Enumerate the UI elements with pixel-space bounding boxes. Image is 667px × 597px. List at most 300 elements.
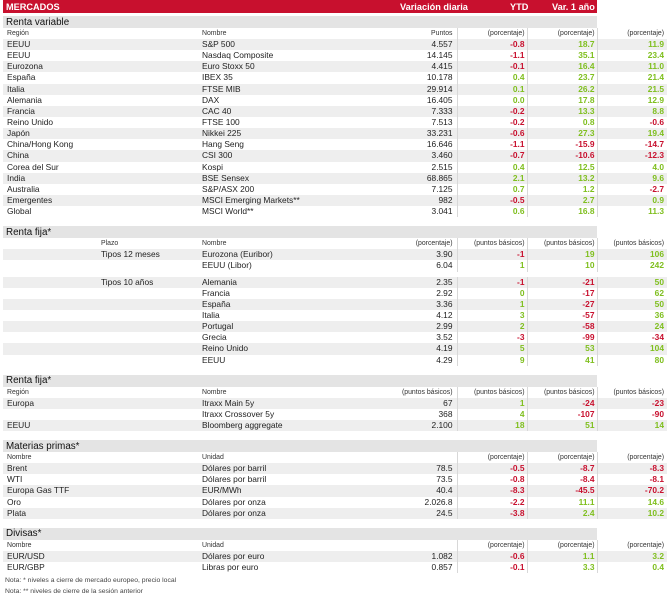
row-value: 1.082 (342, 551, 457, 562)
row-ytd: 18.7 (527, 39, 597, 50)
row-ytd: -8.4 (527, 474, 597, 485)
table-row (3, 485, 667, 496)
row-term (101, 117, 202, 128)
table-row (3, 39, 667, 50)
section-title: Materias primas* (3, 440, 597, 452)
row-ytd: -15.9 (527, 139, 597, 150)
row-region: Oro (7, 496, 21, 507)
row-year-change: 50 (597, 277, 667, 288)
table-row (3, 409, 667, 420)
column-header: Unidad (202, 541, 224, 549)
row-year-change: -14.7 (597, 139, 667, 150)
row-value: 2.99 (342, 321, 457, 332)
column-header-row (3, 238, 667, 249)
row-name: Kospi (202, 161, 223, 172)
row-name: S&P 500 (202, 39, 342, 50)
row-term (101, 508, 202, 519)
row-daily-change: -3.8 (457, 508, 527, 519)
table-row (3, 299, 667, 310)
row-region (3, 321, 101, 332)
row-ytd: -57 (527, 310, 597, 321)
table-row (3, 184, 667, 195)
row-region: EEUU (7, 50, 31, 61)
row-daily-change: 0.4 (457, 72, 527, 83)
row-ytd: 41 (527, 355, 597, 366)
column-header: (porcentaje) (597, 540, 667, 551)
header-title: MERCADOS (6, 1, 60, 12)
column-header: (puntos básicos) (597, 387, 667, 398)
row-daily-change: 1 (457, 260, 527, 271)
column-header: Región (7, 30, 29, 37)
row-ytd: 51 (527, 420, 597, 431)
table-row (3, 260, 667, 271)
section-title: Divisas* (3, 528, 597, 540)
row-term (101, 321, 202, 332)
row-value: 3.52 (436, 332, 453, 343)
row-year-change: 10.2 (597, 508, 667, 519)
row-name: BSE Sensex (202, 173, 342, 184)
row-ytd: 19 (527, 249, 597, 260)
row-term (101, 562, 202, 573)
row-term (101, 463, 202, 474)
column-header: (porcentaje) (415, 240, 453, 248)
row-value: 3.041 (431, 206, 453, 217)
row-year-change: 36 (597, 310, 667, 321)
row-ytd: 11.1 (527, 497, 597, 508)
row-year-change: 80 (597, 355, 667, 366)
row-term (101, 61, 202, 72)
row-ytd: 0.8 (527, 117, 597, 128)
column-header: (porcentaje) (457, 540, 527, 551)
table-row (3, 173, 667, 184)
column-header: Nombre (7, 454, 32, 462)
row-value: 7.125 (431, 183, 453, 194)
column-header: Nombre (202, 240, 227, 248)
row-term (101, 474, 202, 485)
row-value: 40.4 (342, 485, 457, 496)
row-region (3, 249, 101, 260)
section-table (3, 238, 667, 365)
row-ytd: -10.6 (527, 150, 597, 161)
table-row (3, 562, 667, 573)
row-name: Nasdaq Composite (202, 50, 274, 61)
footnotes (3, 575, 597, 597)
row-name: Itraxx Crossover 5y (202, 408, 275, 419)
row-daily-change: -0.8 (457, 474, 527, 485)
row-region: Corea del Sur (7, 161, 59, 172)
row-daily-change: 1 (457, 398, 527, 409)
footnote-2: Nota: ** niveles de cierre de la sesión anterior (5, 588, 143, 596)
row-year-change: 104 (597, 343, 667, 354)
row-daily-change: 0.1 (457, 84, 527, 95)
row-name: EUR/MWh (202, 485, 342, 496)
row-daily-change: 0.6 (457, 206, 527, 217)
row-region: Australia (7, 183, 40, 194)
row-name: DAX (202, 94, 220, 105)
table-row (3, 420, 667, 431)
row-daily-change: 0.4 (457, 162, 527, 173)
table-row (3, 72, 667, 83)
row-value: 982 (342, 195, 457, 206)
section-title: Renta fija* (3, 375, 597, 387)
row-year-change: 14.6 (597, 497, 667, 508)
row-daily-change: 0.0 (457, 95, 527, 106)
table-row (3, 139, 667, 150)
table-row (3, 497, 667, 508)
row-daily-change: -0.7 (457, 150, 527, 161)
row-year-change: 21.5 (597, 84, 667, 95)
row-value: 2.515 (431, 161, 453, 172)
row-value: 3.460 (342, 150, 457, 161)
row-term (101, 72, 202, 83)
row-value: 2.35 (342, 277, 457, 288)
section-table (3, 387, 667, 431)
row-region (3, 277, 101, 288)
row-value: 16.405 (426, 94, 453, 105)
table-row (3, 128, 667, 139)
row-region: Reino Unido (7, 117, 54, 128)
column-header: (puntos básicos) (457, 238, 527, 249)
row-name: Dólares por onza (202, 508, 342, 519)
row-region: Eurozona (3, 61, 101, 72)
row-daily-change: 1 (457, 299, 527, 310)
row-ytd: -58 (527, 321, 597, 332)
row-region: Italia (3, 84, 101, 95)
row-year-change: 50 (597, 299, 667, 310)
column-header-row (3, 28, 667, 39)
header-ytd: YTD (510, 1, 529, 12)
table-row (3, 95, 667, 106)
row-term (101, 39, 202, 50)
row-daily-change: -8.3 (457, 485, 527, 496)
row-daily-change: -0.2 (457, 117, 527, 128)
row-term (101, 195, 202, 206)
row-name: Libras por euro (202, 561, 259, 572)
row-year-change: 0.4 (597, 562, 667, 573)
row-name: Dólares por onza (202, 496, 266, 507)
row-region: India (3, 173, 101, 184)
table-row (3, 162, 667, 173)
table-row (3, 508, 667, 519)
row-ytd: 26.2 (527, 84, 597, 95)
column-header: (porcentaje) (527, 28, 597, 39)
column-header: (porcentaje) (527, 452, 597, 463)
table-row (3, 332, 667, 343)
row-value: 4.29 (436, 354, 453, 365)
section-table (3, 28, 667, 217)
row-ytd: 13.3 (527, 106, 597, 117)
row-year-change: 62 (597, 288, 667, 299)
row-name: Euro Stoxx 50 (202, 61, 342, 72)
row-region: Alemania (7, 94, 42, 105)
column-header: Nombre (202, 30, 227, 37)
table-row (3, 310, 667, 321)
markets-header (3, 0, 597, 13)
row-term (101, 84, 202, 95)
row-daily-change: -1.1 (457, 139, 527, 150)
table-row (3, 277, 667, 288)
row-region: EEUU (3, 39, 101, 50)
row-term (101, 398, 202, 409)
row-value: 33.231 (342, 128, 457, 139)
row-name: IBEX 35 (202, 72, 233, 83)
table-row (3, 288, 667, 299)
row-region: Global (7, 206, 32, 217)
row-region: Europa Gas TTF (3, 485, 101, 496)
row-region: EUR/USD (3, 551, 101, 562)
row-year-change: 14 (597, 420, 667, 431)
column-header: (puntos básicos) (401, 388, 453, 396)
row-year-change: 106 (597, 249, 667, 260)
row-term (101, 299, 202, 310)
row-daily-change: 9 (457, 355, 527, 366)
row-daily-change: 2.1 (457, 173, 527, 184)
row-term (101, 409, 202, 420)
row-region: WTI (7, 474, 23, 485)
row-region (3, 409, 101, 420)
row-value: 3.90 (342, 249, 457, 260)
column-header: Nombre (7, 541, 32, 549)
row-value: 10.178 (426, 72, 453, 83)
row-value: 3.36 (342, 299, 457, 310)
row-name: MSCI Emerging Markets** (202, 195, 342, 206)
row-term (101, 343, 202, 354)
row-daily-change: -0.1 (457, 562, 527, 573)
header-year-change: Var. 1 año (552, 1, 595, 12)
row-name: CAC 40 (202, 106, 342, 117)
row-year-change: 24 (597, 321, 667, 332)
row-value: 73.5 (436, 474, 453, 485)
row-ytd: 1.1 (527, 551, 597, 562)
row-value: 2.92 (436, 287, 453, 298)
row-region: EUR/GBP (7, 561, 45, 572)
row-term (101, 355, 202, 366)
column-header (342, 540, 457, 551)
row-year-change: 8.8 (597, 106, 667, 117)
row-region (3, 310, 101, 321)
row-daily-change: -0.5 (457, 195, 527, 206)
column-header: (puntos básicos) (597, 238, 667, 249)
row-region (3, 332, 101, 343)
column-header: (porcentaje) (597, 28, 667, 39)
row-ytd: -17 (527, 288, 597, 299)
table-row (3, 463, 667, 474)
row-value: 16.646 (426, 139, 453, 150)
row-ytd: 2.7 (527, 195, 597, 206)
row-value: 4.557 (342, 39, 457, 50)
row-region (3, 299, 101, 310)
row-year-change: 242 (597, 260, 667, 271)
row-term (101, 162, 202, 173)
table-row (3, 61, 667, 72)
row-year-change: 19.4 (597, 128, 667, 139)
row-daily-change: -0.2 (457, 106, 527, 117)
row-region (3, 260, 101, 271)
row-term (101, 260, 202, 271)
row-ytd: 35.1 (527, 50, 597, 61)
column-header-row (3, 452, 667, 463)
table-row (3, 117, 667, 128)
table-row (3, 343, 667, 354)
row-daily-change: 3 (457, 310, 527, 321)
row-ytd: 10 (527, 260, 597, 271)
column-header: Unidad (202, 454, 224, 462)
row-ytd: -8.7 (527, 463, 597, 474)
row-name: Itraxx Main 5y (202, 398, 342, 409)
row-ytd: -107 (527, 409, 597, 420)
column-header: Puntos (431, 30, 453, 37)
row-value: 4.12 (436, 310, 453, 321)
row-value: 368 (438, 408, 453, 419)
column-header: (puntos básicos) (527, 387, 597, 398)
table-row (3, 50, 667, 61)
column-header: (puntos básicos) (527, 238, 597, 249)
row-daily-change: 5 (457, 343, 527, 354)
row-name: Francia (202, 287, 230, 298)
column-header: Región (7, 388, 29, 396)
row-ytd: -24 (527, 398, 597, 409)
row-ytd: -99 (527, 332, 597, 343)
row-year-change: 21.4 (597, 72, 667, 83)
row-term (101, 173, 202, 184)
row-ytd: 12.5 (527, 162, 597, 173)
row-name: Dólares por barril (202, 474, 267, 485)
row-daily-change: -0.6 (457, 551, 527, 562)
row-daily-change: -0.1 (457, 61, 527, 72)
row-term (101, 420, 202, 431)
row-ytd: 3.3 (527, 562, 597, 573)
row-year-change: -12.3 (597, 150, 667, 161)
row-name: CSI 300 (202, 150, 342, 161)
column-header: Plazo (101, 240, 119, 248)
row-term (101, 128, 202, 139)
row-term (101, 310, 202, 321)
table-row (3, 355, 667, 366)
row-value: 67 (342, 398, 457, 409)
row-region: China/Hong Kong (7, 139, 74, 150)
table-row (3, 150, 667, 161)
column-header: (porcentaje) (527, 540, 597, 551)
row-term (101, 106, 202, 117)
row-name: Dólares por euro (202, 551, 342, 562)
row-value: 6.04 (436, 260, 453, 271)
table-row (3, 551, 667, 562)
row-year-change: -34 (597, 332, 667, 343)
row-term (101, 50, 202, 61)
row-ytd: 16.4 (527, 61, 597, 72)
row-term (101, 551, 202, 562)
row-year-change: 23.4 (597, 50, 667, 61)
row-term (101, 485, 202, 496)
row-name: MSCI World** (202, 206, 254, 217)
row-region: Francia (3, 106, 101, 117)
table-row (3, 398, 667, 409)
row-daily-change: -3 (457, 332, 527, 343)
row-value: 68.865 (342, 173, 457, 184)
row-daily-change: -0.6 (457, 128, 527, 139)
row-ytd: -45.5 (527, 485, 597, 496)
row-region: China (3, 150, 101, 161)
row-daily-change: 0.7 (457, 184, 527, 195)
column-header: (porcentaje) (597, 452, 667, 463)
row-daily-change: 2 (457, 321, 527, 332)
table-row (3, 249, 667, 260)
row-ytd: 2.4 (527, 508, 597, 519)
table-row (3, 474, 667, 485)
section-table (3, 452, 667, 519)
row-name: Eurozona (Euribor) (202, 249, 342, 260)
row-region: Japón (3, 128, 101, 139)
row-region (3, 343, 101, 354)
column-header: (porcentaje) (457, 28, 527, 39)
row-region: España (7, 72, 36, 83)
column-header (342, 452, 457, 463)
row-term (101, 95, 202, 106)
row-name: EEUU (202, 354, 226, 365)
row-year-change: -0.6 (597, 117, 667, 128)
row-name: Nikkei 225 (202, 128, 342, 139)
section-title: Renta fija* (3, 226, 597, 238)
row-value: 14.145 (426, 50, 453, 61)
row-year-change: 3.2 (597, 551, 667, 562)
row-name: Hang Seng (202, 139, 244, 150)
row-name: Alemania (202, 277, 342, 288)
column-header: Nombre (202, 388, 227, 396)
row-value: 7.513 (431, 117, 453, 128)
row-name: S&P/ASX 200 (202, 183, 255, 194)
row-term: Tipos 12 meses (101, 249, 202, 260)
row-value: 2.026.8 (424, 496, 453, 507)
row-ytd: 23.7 (527, 72, 597, 83)
row-ytd: -21 (527, 277, 597, 288)
row-region: Emergentes (3, 195, 101, 206)
row-region: Brent (3, 463, 101, 474)
row-daily-change: -1.1 (457, 50, 527, 61)
row-daily-change: -0.8 (457, 39, 527, 50)
row-value: 24.5 (342, 508, 457, 519)
row-name: Dólares por barril (202, 463, 342, 474)
row-ytd: 53 (527, 343, 597, 354)
table-row (3, 84, 667, 95)
row-daily-change: 4 (457, 409, 527, 420)
row-term (101, 206, 202, 217)
row-term: Tipos 10 años (101, 277, 202, 288)
row-ytd: 27.3 (527, 128, 597, 139)
row-name: Italia (202, 310, 220, 321)
row-term (101, 497, 202, 508)
row-daily-change: 0 (457, 288, 527, 299)
column-header: (puntos básicos) (457, 387, 527, 398)
row-daily-change: -2.2 (457, 497, 527, 508)
row-ytd: -27 (527, 299, 597, 310)
column-header-row (3, 540, 667, 551)
row-year-change: 11.0 (597, 61, 667, 72)
row-name: Portugal (202, 321, 342, 332)
row-year-change: -90 (597, 409, 667, 420)
section-table (3, 540, 667, 573)
row-term (101, 139, 202, 150)
row-year-change: 11.9 (597, 39, 667, 50)
row-name: Grecia (202, 332, 227, 343)
row-year-change: 0.9 (597, 195, 667, 206)
sections-container (3, 16, 664, 573)
row-term (101, 332, 202, 343)
row-value: 0.857 (431, 561, 453, 572)
row-ytd: 13.2 (527, 173, 597, 184)
row-value: 7.333 (342, 106, 457, 117)
row-value: 78.5 (342, 463, 457, 474)
row-region (3, 288, 101, 299)
